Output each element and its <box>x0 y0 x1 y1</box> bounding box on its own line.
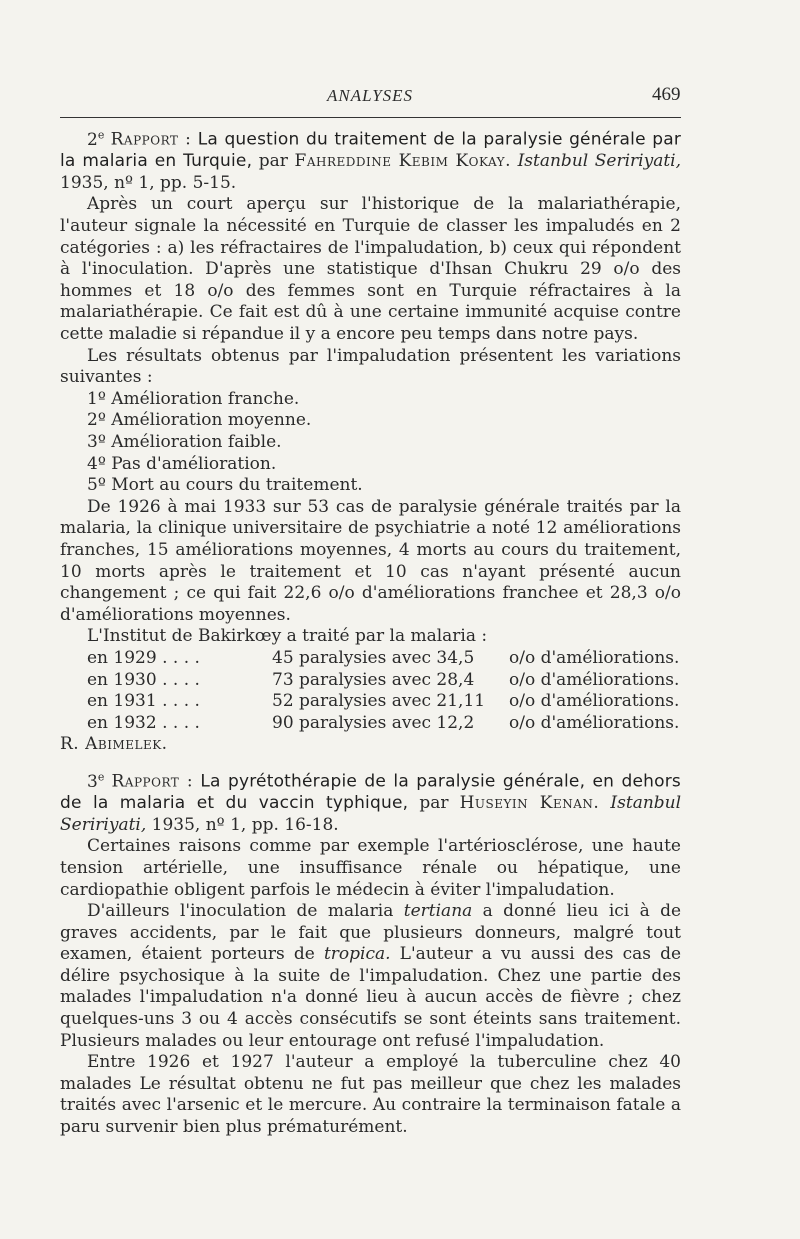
table-row <box>87 691 679 713</box>
table-row <box>87 670 679 692</box>
bakirkoy-stats-table <box>87 648 679 734</box>
stat-result: o/o d'améliorations. <box>509 691 680 712</box>
report-3-heading <box>60 766 681 836</box>
report-2-paragraph-1: Après un court aperçu sur l'historique de la malariathérapie, l'auteur signale la nécessité en Turquie de classer les impaludés en 2 catégories : a) les réfractaires de l'impaludation, b) ceux qui répondent à l'inoculation. D'après une statistique d'Ihsan Chukru 29 o/o des hommes et 18 o/o des femmes sont en Turquie réfractaires à la malariathérapie. Ce fait est dû à une certaine immunité acquise contre cette maladie si répandue il y a encore peu temps dans notre pays. <box>60 194 681 344</box>
report-3-paragraph-2: D'ailleurs l'inoculation de malaria tertiana a donné lieu ici à de graves accidents, par le fait que plusieurs donneurs, malgré tout examen, étaient porteurs de tropica. L'auteur a vu aussi des cas de délire psychosique à la suite de l'impaludation. Chez une partie des malades l'impaludation n'a donné lieu à aucun accès de fièvre ; chez quelques-uns 3 ou 4 accès consécutifs se sont éteints sans traitement. Plusieurs malades ou leur entourage ont refusé l'impaludation. <box>60 901 682 1051</box>
report-2-number: 2e <box>87 128 105 150</box>
report-2-paragraph-3: De 1926 à mai 1933 sur 53 cas de paralysie générale traités par la malaria, la clinique universitaire de psychiatrie a noté 12 améliorations franches, 15 améliorations moyennes, 4 morts au cours du traitement, 10 morts après le traitement et 10 cas n'ayant présenté aucun changement ; ce qui fait 22,6 o/o d'améliorations franchee et 28,3 o/o d'améliorations moyennes. <box>60 496 681 625</box>
result-list-item: 2º Amélioration moyenne. <box>87 410 312 431</box>
report-2-heading <box>60 124 681 194</box>
report-2-by: par <box>258 151 288 172</box>
stat-year: en 1929 . . . . <box>87 647 200 668</box>
report-3-author: Huseyin Kenan. <box>459 793 600 814</box>
result-list-item: 5º Mort au cours du traitement. <box>87 475 363 496</box>
stat-cases: 90 paralysies avec 12,2 <box>272 712 475 733</box>
page-number: 469 <box>652 84 681 105</box>
report-2-paragraph-2: Les résultats obtenus par l'impaludation présentent les variations suivantes : <box>60 345 681 388</box>
stat-result: o/o d'améliorations. <box>509 712 680 733</box>
report-3-paragraph-1: Certaines raisons comme par exemple l'artériosclérose, une haute tension artérielle, une insuffisance rénale ou hépatique, une cardiopathie obligent parfois le médecin à éviter l'impaludation. <box>60 836 681 900</box>
report-3-journal: Istanbul Seririyati, <box>60 793 682 835</box>
stat-result: o/o d'améliorations. <box>509 647 680 668</box>
tertiana-term: tertiana <box>403 901 473 922</box>
stat-cases: 45 paralysies avec 34,5 <box>272 647 475 668</box>
report-3-title: La pyrétothérapie de la paralysie générale, en dehors de la malaria et du vaccin typhique, <box>60 771 681 814</box>
result-list-item: 1º Amélioration franche. <box>87 388 300 409</box>
table-row <box>87 648 679 670</box>
section-spacer <box>60 756 681 766</box>
report-2-author: Fahreddine Kebim Kokay. <box>294 151 511 172</box>
report-3-by: par <box>419 793 449 814</box>
report-2-title: La question du traitement de la paralysie générale par la malaria en Turquie, <box>60 129 682 172</box>
result-list-item: 3º Amélioration faible. <box>87 431 282 452</box>
report-2-label: Rapport : <box>110 129 192 150</box>
stat-result: o/o d'améliorations. <box>509 669 680 690</box>
stat-year: en 1932 . . . . <box>87 712 200 733</box>
report-2-journal: Istanbul Seririyati, <box>517 151 682 172</box>
report-2-signature: R. Abimelek. <box>60 734 168 755</box>
table-row <box>87 713 679 735</box>
article-body <box>60 124 681 1139</box>
result-list-item: 4º Pas d'amélioration. <box>87 453 277 474</box>
report-3-citation: 1935, nº 1, pp. 16-18. <box>151 814 339 835</box>
report-2-paragraph-4: L'Institut de Bakirkœy a traité par la malaria : <box>87 626 488 647</box>
report-3-label: Rapport : <box>111 771 194 792</box>
running-title: ANALYSES <box>326 86 414 105</box>
stat-cases: 52 paralysies avec 21,11 <box>272 691 486 712</box>
tropica-term: tropica. <box>323 944 391 965</box>
report-3-paragraph-3: Entre 1926 et 1927 l'auteur a employé la tuberculine chez 40 malades Le résultat obtenu ne fut pas meilleur que chez les malades traités avec l'arsenic et le mercure. Au contraire la terminaison fatale a paru survenir bien plus prématurément. <box>60 1052 681 1138</box>
report-2-citation: 1935, nº 1, pp. 5-15. <box>60 172 237 193</box>
stat-year: en 1931 . . . . <box>87 691 200 712</box>
header-rule <box>60 117 681 118</box>
stat-year: en 1930 . . . . <box>87 669 200 690</box>
report-3-number: 3e <box>87 769 105 792</box>
stat-cases: 73 paralysies avec 28,4 <box>272 669 475 690</box>
